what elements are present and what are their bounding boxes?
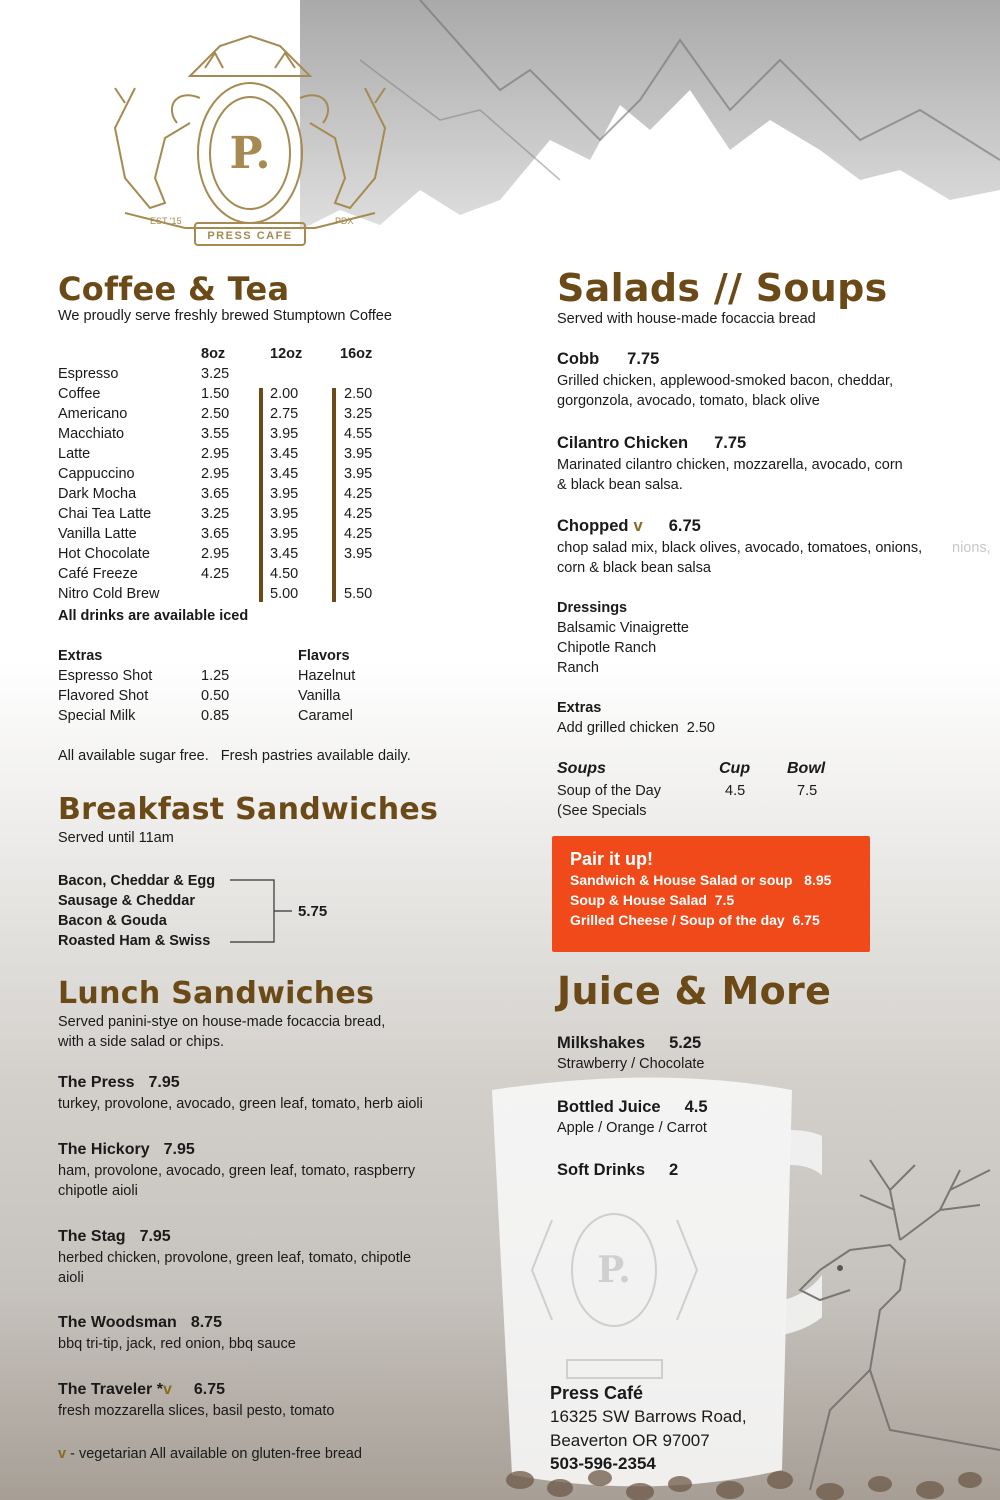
lunch-item-name: The Traveler *	[58, 1381, 163, 1398]
soup-cup-price: 4.5	[725, 783, 746, 799]
size-header-8oz: 8oz	[201, 346, 226, 362]
lunch-item-description: turkey, provolone, avocado, green leaf, tomato, herb aioli	[58, 1096, 423, 1112]
juice-item-title	[557, 1033, 701, 1053]
drink-row	[58, 586, 458, 606]
drink-name: Chai Tea Latte	[58, 506, 152, 522]
drink-row	[58, 446, 458, 466]
lunch-item-title	[58, 1140, 195, 1160]
drink-name: Hot Chocolate	[58, 546, 150, 562]
juice-item-name: Bottled Juice	[557, 1098, 661, 1116]
drink-price-12oz: 2.00	[270, 386, 299, 402]
lunch-item-title	[58, 1073, 180, 1093]
size-header-16oz: 16oz	[340, 346, 373, 362]
soup-name: Soup of the Day	[557, 783, 661, 799]
salad-item-title	[557, 349, 659, 369]
drink-row	[58, 506, 458, 526]
logo-city-text: PDX	[335, 216, 354, 226]
lunch-item-name: The Woodsman	[58, 1314, 177, 1331]
dressing-item: Chipotle Ranch	[557, 640, 657, 656]
breakfast-title: Breakfast Sandwiches	[58, 792, 439, 827]
salad-item-title	[557, 433, 746, 453]
flavor-item: Hazelnut	[298, 668, 356, 684]
drink-name: Café Freeze	[58, 566, 138, 582]
breakfast-item: Bacon, Cheddar & Egg	[58, 873, 216, 889]
drink-name: Latte	[58, 446, 91, 462]
drink-price-16oz: 3.95	[344, 446, 373, 462]
lunch-item-description: herbed chicken, provolone, green leaf, tomato, chipotle	[58, 1250, 412, 1266]
address-line-2: Beaverton OR 97007	[550, 1431, 710, 1450]
drink-price-12oz: 3.95	[270, 506, 299, 522]
drink-price-16oz: 3.95	[344, 546, 373, 562]
drink-row	[58, 486, 458, 506]
breakfast-price: 5.75	[298, 903, 328, 920]
salads-title: Salads // Soups	[557, 266, 888, 310]
vegetarian-mark: v	[162, 1381, 172, 1398]
drink-price-12oz: 2.75	[270, 406, 299, 422]
ghost-text: nions,	[952, 540, 991, 556]
lunch-title: Lunch Sandwiches	[58, 976, 375, 1011]
veg-legend-mark: v	[58, 1446, 67, 1462]
salad-item-price: 7.75	[627, 350, 660, 368]
drink-price-8oz: 2.50	[201, 406, 230, 422]
extra-item-name: Espresso Shot	[58, 668, 153, 684]
veg-legend-text: - vegetarian All available on gluten-free bread	[66, 1446, 362, 1462]
divider-bar-16oz	[332, 388, 336, 602]
breakfast-item: Sausage & Cheddar	[58, 893, 195, 909]
drink-price-8oz: 3.25	[201, 366, 230, 382]
vegetarian-mark: v	[633, 517, 643, 535]
extra-item-price: 1.25	[201, 668, 230, 684]
drink-price-16oz: 4.55	[344, 426, 373, 442]
extra-item-name: Flavored Shot	[58, 688, 149, 704]
drink-price-12oz: 3.95	[270, 486, 299, 502]
salad-item-description: Marinated cilantro chicken, mozzarella, avocado, corn	[557, 457, 903, 473]
juice-item-title	[557, 1097, 708, 1117]
phone-number: 503-596-2354	[550, 1454, 656, 1473]
mountain-illustration	[300, 0, 1000, 250]
address-line-1: 16325 SW Barrows Road,	[550, 1407, 747, 1426]
salad-item-title	[557, 516, 701, 536]
drink-name: Coffee	[58, 386, 101, 402]
drink-price-8oz: 3.65	[201, 486, 230, 502]
logo-initial: P.	[229, 128, 271, 179]
lunch-item-title	[58, 1313, 222, 1333]
breakfast-subtitle: Served until 11am	[58, 830, 174, 846]
lunch-item-price: 7.95	[163, 1141, 195, 1158]
breakfast-item: Bacon & Gouda	[58, 913, 167, 929]
size-header-row	[58, 346, 458, 366]
drink-price-12oz: 3.45	[270, 446, 299, 462]
lunch-subtitle: Served panini-stye on house-made focaccia bread,	[58, 1014, 386, 1030]
lunch-item-name: The Stag	[58, 1228, 126, 1245]
flavor-item: Vanilla	[298, 688, 341, 704]
juice-item-name: Milkshakes	[557, 1034, 646, 1052]
drink-price-8oz: 1.50	[201, 386, 230, 402]
divider-bar-12oz	[259, 388, 263, 602]
logo-est-text: EST '15	[150, 216, 182, 226]
lunch-item-price: 6.75	[193, 1381, 225, 1398]
drink-row	[58, 426, 458, 446]
drink-price-12oz: 3.95	[270, 526, 299, 542]
drink-price-16oz: 4.25	[344, 486, 373, 502]
drink-price-16oz: 4.25	[344, 506, 373, 522]
juice-item-price: 5.25	[669, 1034, 702, 1052]
lunch-item-description: bbq tri-tip, jack, red onion, bbq sauce	[58, 1336, 296, 1352]
drink-row	[58, 466, 458, 486]
salad-item-description: gorgonzola, avocado, tomato, black olive	[557, 393, 820, 409]
soup-bowl-price: 7.5	[797, 783, 818, 799]
drink-price-12oz: 5.00	[270, 586, 299, 602]
soup-bowl-header: Bowl	[787, 760, 826, 777]
drink-price-8oz: 3.25	[201, 506, 230, 522]
salad-extras-line: Add grilled chicken 2.50	[557, 720, 715, 736]
drink-price-16oz: 3.25	[344, 406, 373, 422]
soup-cup-header: Cup	[719, 760, 751, 777]
svg-text:P.: P.	[597, 1249, 631, 1291]
juice-item-price: 4.5	[684, 1098, 708, 1116]
flavors-title: Flavors	[298, 648, 350, 664]
drink-price-12oz: 3.45	[270, 466, 299, 482]
salad-item-description: corn & black bean salsa	[557, 560, 711, 576]
lunch-item-price: 8.75	[190, 1314, 222, 1331]
breakfast-item: Roasted Ham & Swiss	[58, 933, 211, 949]
drink-name: Cappuccino	[58, 466, 135, 482]
juice-item-name: Soft Drinks	[557, 1161, 646, 1179]
dressing-item: Balsamic Vinaigrette	[557, 620, 689, 636]
extras-title: Extras	[58, 648, 103, 664]
drink-price-8oz: 2.95	[201, 546, 230, 562]
lunch-item-price: 7.95	[148, 1074, 180, 1091]
cafe-name: Press Café	[550, 1383, 644, 1403]
salad-item-price: 6.75	[668, 517, 701, 535]
salads-subtitle: Served with house-made focaccia bread	[557, 311, 816, 327]
extra-item-price: 0.85	[201, 708, 230, 724]
extra-item-name: Special Milk	[58, 708, 136, 724]
pair-line: Sandwich & House Salad or soup 8.95	[570, 872, 832, 888]
coffee-tea-subtitle: We proudly serve freshly brewed Stumptown Coffee	[58, 308, 392, 324]
drink-price-16oz: 5.50	[344, 586, 373, 602]
drink-price-12oz: 3.95	[270, 426, 299, 442]
drink-name: Dark Mocha	[58, 486, 137, 502]
drink-price-8oz: 2.95	[201, 466, 230, 482]
drink-price-12oz: 4.50	[270, 566, 299, 582]
drink-price-16oz: 2.50	[344, 386, 373, 402]
drink-row	[58, 566, 458, 586]
breakfast-bracket	[230, 878, 300, 944]
drink-row	[58, 526, 458, 546]
salad-item-price: 7.75	[714, 434, 747, 452]
soups-title: Soups	[557, 760, 606, 777]
drink-row	[58, 386, 458, 406]
logo-banner-text: PRESS CAFE	[207, 230, 293, 242]
pair-it-up-box	[552, 836, 870, 952]
lunch-item-title	[58, 1227, 171, 1247]
dressing-item: Ranch	[557, 660, 599, 676]
size-header-12oz: 12oz	[270, 346, 303, 362]
drink-price-12oz: 3.45	[270, 546, 299, 562]
soup-note: (See Specials	[557, 803, 647, 819]
dressings-title: Dressings	[557, 600, 628, 616]
lunch-item-name: The Press	[58, 1074, 135, 1091]
drink-name: Espresso	[58, 366, 119, 382]
juice-item-title	[557, 1160, 678, 1180]
lunch-item-description: ham, provolone, avocado, green leaf, tomato, raspberry	[58, 1163, 416, 1179]
flavor-item: Caramel	[298, 708, 353, 724]
salad-item-description: chop salad mix, black olives, avocado, tomatoes, onions,	[557, 540, 923, 556]
salad-extras-title: Extras	[557, 700, 602, 716]
press-cafe-crest-logo	[95, 28, 405, 248]
juice-item-description: Apple / Orange / Carrot	[557, 1120, 707, 1136]
drink-name: Vanilla Latte	[58, 526, 137, 542]
pair-line: Grilled Cheese / Soup of the day 6.75	[570, 912, 820, 928]
drink-price-16oz: 3.95	[344, 466, 373, 482]
lunch-item-name: The Hickory	[58, 1141, 150, 1158]
drink-name: Nitro Cold Brew	[58, 586, 160, 602]
drink-price-16oz: 4.25	[344, 526, 373, 542]
coffee-tea-title: Coffee & Tea	[58, 270, 290, 308]
vegetarian-legend	[58, 1444, 362, 1464]
salad-item-description: Grilled chicken, applewood-smoked bacon, cheddar,	[557, 373, 894, 389]
drink-name: Americano	[58, 406, 128, 422]
sugar-free-note: All available sugar free. Fresh pastries available daily.	[58, 748, 411, 764]
salad-item-description: & black bean salsa.	[557, 477, 683, 493]
juice-item-description: Strawberry / Chocolate	[557, 1056, 705, 1072]
juice-item-price: 2	[669, 1161, 679, 1179]
drink-price-8oz: 3.65	[201, 526, 230, 542]
pair-title: Pair it up!	[570, 849, 654, 869]
iced-note: All drinks are available iced	[58, 608, 249, 624]
lunch-subtitle: with a side salad or chips.	[58, 1034, 225, 1050]
salad-item-name: Chopped	[557, 517, 629, 535]
drink-price-8oz: 4.25	[201, 566, 230, 582]
lunch-item-description: fresh mozzarella slices, basil pesto, tomato	[58, 1403, 335, 1419]
lunch-item-title	[58, 1380, 225, 1400]
lunch-item-description: aioli	[58, 1270, 84, 1286]
salad-item-name: Cilantro Chicken	[557, 434, 689, 452]
drink-price-8oz: 3.55	[201, 426, 230, 442]
drink-row	[58, 366, 458, 386]
lunch-item-description: chipotle aioli	[58, 1183, 138, 1199]
drink-row	[58, 546, 458, 566]
juice-title: Juice & More	[557, 969, 832, 1013]
pair-line: Soup & House Salad 7.5	[570, 892, 735, 908]
lunch-item-price: 7.95	[139, 1228, 171, 1245]
drink-name: Macchiato	[58, 426, 125, 442]
salad-item-name: Cobb	[557, 350, 600, 368]
drink-price-8oz: 2.95	[201, 446, 230, 462]
extra-item-price: 0.50	[201, 688, 230, 704]
drink-row	[58, 406, 458, 426]
